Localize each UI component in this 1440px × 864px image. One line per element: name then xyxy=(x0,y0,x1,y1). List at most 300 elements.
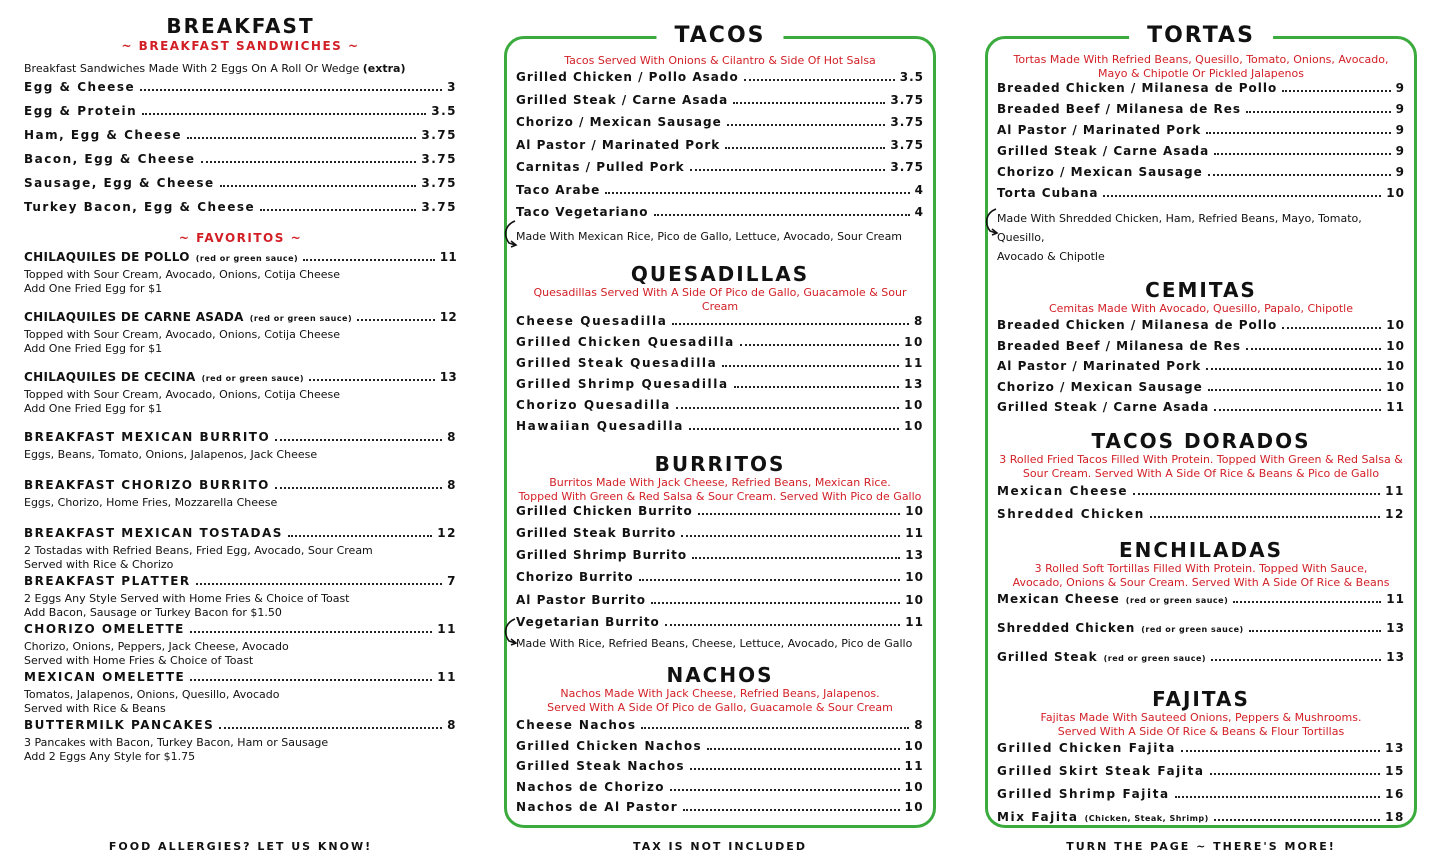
dot-leader xyxy=(187,137,416,139)
taco-item xyxy=(516,160,924,183)
item-price: 4 xyxy=(914,182,924,197)
dot-leader xyxy=(219,727,442,729)
item-price: 10 xyxy=(1386,186,1405,200)
item-price: 13 xyxy=(1385,740,1405,755)
favoritos-subtitle: ~ FAVORITOS ~ xyxy=(178,231,303,245)
item-name: Chorizo / Mexican Sausage xyxy=(516,115,722,129)
middle-panel xyxy=(504,23,936,828)
dot-leader xyxy=(1282,327,1381,329)
item-price: 3.5 xyxy=(899,70,924,84)
item-name: Mexican Cheese xyxy=(997,591,1120,606)
item-name: Grilled Steak xyxy=(997,649,1098,664)
burrito-item xyxy=(516,570,924,592)
dot-leader xyxy=(740,344,899,346)
favorito-description: Add Bacon, Sausage or Turkey Bacon for $1.50 xyxy=(24,606,282,619)
taco-vegetariano-note: Made With Mexican Rice, Pico de Gallo, Lettuce, Avocado, Sour Cream xyxy=(516,229,903,243)
favorito-description: Topped with Sour Cream, Avocado, Onions, Cotija Cheese xyxy=(24,388,340,401)
item-name: Egg & Cheese xyxy=(24,80,136,94)
favoritos-list xyxy=(24,250,457,762)
fajita-item xyxy=(997,741,1405,764)
item-name: Grilled Chicken / Pollo Asado xyxy=(516,70,739,84)
item-price: 8 xyxy=(447,478,457,492)
item-name: Grilled Chicken Burrito xyxy=(516,503,693,518)
item-name: Grilled Shrimp Burrito xyxy=(516,548,688,563)
footer-allergies: FOOD ALLERGIES? LET US KNOW! xyxy=(108,840,373,853)
favorito-item xyxy=(24,430,457,474)
tortas-title: TORTAS xyxy=(1129,23,1273,49)
item-price: 10 xyxy=(904,800,924,815)
item-price: 10 xyxy=(904,334,924,349)
torta-item xyxy=(997,102,1405,123)
dot-leader xyxy=(1246,348,1381,350)
sandwiches-note-extra: (extra) xyxy=(362,62,406,75)
item-name: Cheese Nachos xyxy=(516,718,637,733)
dot-leader xyxy=(1214,153,1390,155)
torta-item xyxy=(997,186,1405,207)
tacos-dorados-desc: 3 Rolled Fried Tacos Filled With Protein. Topped With Green & Red Salsa & xyxy=(999,452,1403,466)
item-price: 8 xyxy=(914,313,924,328)
dot-leader xyxy=(1211,659,1381,661)
torta-cubana-note-2: Avocado & Chipotle xyxy=(997,250,1105,263)
favorito-description: Topped with Sour Cream, Avocado, Onions, Cotija Cheese xyxy=(24,328,340,341)
item-name: Mexican Cheese xyxy=(997,483,1129,498)
item-price: 3.75 xyxy=(421,200,457,214)
enchilada-item xyxy=(997,621,1405,650)
favorito-description: Eggs, Beans, Tomato, Onions, Jalapenos, Jack Cheese xyxy=(24,448,318,461)
item-name: Grilled Steak / Carne Asada xyxy=(997,400,1210,414)
favorito-item xyxy=(24,526,457,570)
item-price: 10 xyxy=(904,418,924,433)
nachos-item xyxy=(516,739,924,760)
dot-leader xyxy=(140,89,442,91)
item-name: BUTTERMILK PANCAKES xyxy=(24,718,215,732)
favorito-item xyxy=(24,574,457,618)
dot-leader xyxy=(605,192,909,194)
dot-leader xyxy=(692,557,900,559)
favorito-item xyxy=(24,718,457,762)
item-name: BREAKFAST CHORIZO BURRITO xyxy=(24,478,270,492)
dot-leader xyxy=(707,748,899,750)
burrito-item xyxy=(516,548,924,570)
item-name: Grilled Steak Nachos xyxy=(516,759,685,774)
favorito-heading xyxy=(24,718,457,736)
taco-item xyxy=(516,183,924,206)
tacos-desc: Tacos Served With Onions & Cilantro & Side Of Hot Salsa xyxy=(564,54,876,67)
dot-leader xyxy=(1175,796,1380,798)
tortas-desc: Tortas Made With Refried Beans, Quesillo, Tomato, Onions, Avocado, xyxy=(1013,53,1389,66)
dot-leader xyxy=(309,379,435,381)
enchiladas-desc-2: Avocado, Onions & Sour Cream. Served With A Side Of Rice & Beans xyxy=(1012,575,1390,589)
item-name: CHILAQUILES DE CECINA xyxy=(24,370,196,384)
favorito-heading xyxy=(24,430,457,448)
dot-leader xyxy=(725,147,885,149)
fajita-item xyxy=(997,787,1405,810)
favorito-description: 3 Pancakes with Bacon, Turkey Bacon, Ham or Sausage xyxy=(24,736,329,749)
fajita-item xyxy=(997,764,1405,787)
item-price: 10 xyxy=(905,592,924,607)
sandwich-item xyxy=(24,176,457,200)
favorito-description: Tomatos, Jalapenos, Onions, Quesillo, Avocado xyxy=(24,688,280,701)
item-price: 10 xyxy=(1386,359,1405,373)
enchiladas-desc: 3 Rolled Soft Tortillas Filled With Protein. Topped With Sauce, xyxy=(1034,561,1368,575)
item-price: 11 xyxy=(437,622,457,636)
tacos-list xyxy=(516,70,924,228)
enchilada-item xyxy=(997,592,1405,621)
tacos-dorados-desc-2: Sour Cream. Served With A Side Of Rice & Beans & Pico de Gallo xyxy=(1022,466,1380,480)
favorito-description: Eggs, Chorizo, Home Fries, Mozzarella Cheese xyxy=(24,496,278,509)
torta-cubana-note: Made With Shredded Chicken, Ham, Refried Beans, Mayo, Tomato, Quesillo, xyxy=(997,212,1362,244)
dot-leader xyxy=(1206,368,1381,370)
sandwich-item xyxy=(24,128,457,152)
favorito-description: Served with Rice & Beans xyxy=(24,702,166,715)
favorito-item xyxy=(24,478,457,522)
item-price: 10 xyxy=(1386,338,1405,353)
item-name: Mix Fajita xyxy=(997,809,1079,824)
item-price: 11 xyxy=(439,250,457,264)
quesadillas-list xyxy=(516,314,924,440)
dot-leader xyxy=(196,583,442,585)
item-name: BREAKFAST PLATTER xyxy=(24,574,191,588)
item-name: Ham, Egg & Cheese xyxy=(24,128,182,142)
item-price: 9 xyxy=(1395,144,1405,158)
enchiladas-list xyxy=(997,592,1405,679)
dot-leader xyxy=(651,602,900,604)
item-price: 13 xyxy=(1386,620,1405,635)
dot-leader xyxy=(1214,819,1380,821)
taco-item xyxy=(516,138,924,161)
fajitas-desc-2: Served With A Side Of Rice & Beans & Flour Tortillas xyxy=(1057,724,1345,738)
dot-leader xyxy=(722,365,899,367)
favorito-item xyxy=(24,622,457,666)
favorito-description: 2 Tostadas with Refried Beans, Fried Egg, Avocado, Sour Cream xyxy=(24,544,373,557)
item-name: Al Pastor / Marinated Pork xyxy=(516,137,721,152)
dot-leader xyxy=(201,161,417,163)
item-qualifier: (red or green sauce) xyxy=(1141,624,1244,634)
quesadilla-item xyxy=(516,377,924,398)
item-name: CHORIZO OMELETTE xyxy=(24,622,185,636)
nachos-item xyxy=(516,780,924,801)
item-name: Carnitas / Pulled Pork xyxy=(516,160,685,174)
dot-leader xyxy=(744,79,895,81)
item-price: 11 xyxy=(905,614,924,629)
tacos-dorados-list xyxy=(997,484,1405,530)
burrito-item xyxy=(516,504,924,526)
favorito-heading xyxy=(24,250,457,268)
sandwiches-note-text: Breakfast Sandwiches Made With 2 Eggs On A Roll Or Wedge xyxy=(24,62,360,75)
dot-leader xyxy=(1103,195,1381,197)
item-price: 10 xyxy=(905,503,924,518)
dot-leader xyxy=(676,407,899,409)
item-price: 13 xyxy=(904,376,924,391)
breakfast-sandwiches-subtitle: ~ BREAKFAST SANDWICHES ~ xyxy=(121,39,360,53)
item-name: Taco Arabe xyxy=(516,182,601,197)
item-price: 4 xyxy=(914,205,924,219)
quesadilla-item xyxy=(516,314,924,335)
torta-item xyxy=(997,165,1405,186)
cemitas-desc: Cemitas Made With Avocado, Quesillo, Papalo, Chipotle xyxy=(1048,302,1354,315)
burrito-item xyxy=(516,526,924,548)
item-price: 8 xyxy=(447,430,457,444)
item-price: 3.75 xyxy=(890,115,924,129)
item-name: Al Pastor / Marinated Pork xyxy=(997,359,1202,373)
dot-leader xyxy=(1208,174,1391,176)
favorito-description: 2 Eggs Any Style Served with Home Fries & Choice of Toast xyxy=(24,592,350,605)
item-price: 3.5 xyxy=(431,104,457,118)
dot-leader xyxy=(1208,389,1382,391)
item-price: 10 xyxy=(905,570,924,585)
dot-leader xyxy=(681,535,900,537)
item-name: BREAKFAST MEXICAN TOSTADAS xyxy=(24,526,283,540)
quesadilla-item xyxy=(516,335,924,356)
favorito-item xyxy=(24,670,457,714)
item-price: 9 xyxy=(1395,123,1405,137)
favorito-description: Add One Fried Egg for $1 xyxy=(24,282,163,295)
favorito-heading xyxy=(24,670,457,688)
item-price: 10 xyxy=(904,397,924,412)
dot-leader xyxy=(698,513,901,515)
item-name: Grilled Steak / Carne Asada xyxy=(516,92,729,107)
sandwich-item xyxy=(24,80,457,104)
nachos-item xyxy=(516,718,924,739)
dot-leader xyxy=(672,323,909,325)
item-name: Breaded Beef / Milanesa de Res xyxy=(997,102,1241,116)
dot-leader xyxy=(1214,409,1381,411)
dot-leader xyxy=(1181,750,1380,752)
item-name: Nachos de Chorizo xyxy=(516,779,665,794)
item-name: Al Pastor Burrito xyxy=(516,592,646,607)
taco-item xyxy=(516,205,924,228)
item-price: 10 xyxy=(904,779,924,794)
item-price: 11 xyxy=(437,670,457,684)
item-price: 3.75 xyxy=(421,152,457,166)
dot-leader xyxy=(1206,132,1390,134)
dot-leader xyxy=(670,789,900,791)
fajitas-title: FAJITAS xyxy=(1152,686,1250,711)
nachos-desc: Nachos Made With Jack Cheese, Refried Beans, Jalapenos. xyxy=(560,687,880,701)
item-price: 11 xyxy=(1386,400,1405,414)
burritos-desc: Burritos Made With Jack Cheese, Refried Beans, Mexican Rice. xyxy=(549,475,891,489)
dot-leader xyxy=(654,214,910,216)
tortas-desc-2: Mayo & Chipotle Or Pickled Jalapenos xyxy=(1098,67,1304,80)
favorito-description: Chorizo, Onions, Peppers, Jack Cheese, Avocado xyxy=(24,640,289,653)
dot-leader xyxy=(303,259,435,261)
item-name: Grilled Chicken Fajita xyxy=(997,740,1176,755)
breakfast-title: BREAKFAST xyxy=(166,14,315,38)
favorito-description: Topped with Sour Cream, Avocado, Onions, Cotija Cheese xyxy=(24,268,340,281)
dot-leader xyxy=(275,439,442,441)
item-price: 12 xyxy=(437,526,457,540)
taco-dorado-item xyxy=(997,484,1405,507)
item-name: Grilled Chicken Quesadilla xyxy=(516,334,735,349)
fajitas-list xyxy=(997,741,1405,833)
item-name: Vegetarian Burrito xyxy=(516,614,660,629)
item-price: 12 xyxy=(439,310,457,324)
enchilada-item xyxy=(997,650,1405,679)
item-price: 9 xyxy=(1395,165,1405,179)
dot-leader xyxy=(260,209,416,211)
cemitas-list xyxy=(997,318,1405,421)
item-name: Chorizo / Mexican Sausage xyxy=(997,379,1203,394)
item-name: Egg & Protein xyxy=(24,104,138,118)
dot-leader xyxy=(1246,111,1391,113)
favorito-item xyxy=(24,250,457,306)
item-name: Chorizo Quesadilla xyxy=(516,397,671,412)
cemita-item xyxy=(997,400,1405,421)
sandwiches-note xyxy=(24,62,463,75)
item-name: Grilled Shrimp Quesadilla xyxy=(516,376,729,391)
dot-leader xyxy=(288,535,432,537)
dot-leader xyxy=(190,679,432,681)
item-qualifier: (red or green sauce) xyxy=(249,314,353,323)
dot-leader xyxy=(190,631,432,633)
dot-leader xyxy=(665,624,900,626)
fajitas-desc: Fajitas Made With Sauteed Onions, Peppers & Mushrooms. xyxy=(1040,710,1362,724)
item-name: Shredded Chicken xyxy=(997,620,1136,635)
tacos-title: TACOS xyxy=(656,23,783,49)
quesadilla-item xyxy=(516,398,924,419)
item-name: Breaded Beef / Milanesa de Res xyxy=(997,338,1241,353)
dot-leader xyxy=(639,579,901,581)
burrito-item xyxy=(516,593,924,615)
item-name: Shredded Chicken xyxy=(997,506,1145,521)
item-price: 12 xyxy=(1385,506,1405,521)
item-price: 10 xyxy=(1386,379,1405,394)
footer-tax: TAX IS NOT INCLUDED xyxy=(633,840,807,853)
nachos-item xyxy=(516,759,924,780)
tortas-list xyxy=(997,81,1405,207)
item-price: 11 xyxy=(905,525,924,540)
taco-item xyxy=(516,93,924,116)
item-price: 9 xyxy=(1395,81,1405,95)
item-name: Grilled Skirt Steak Fajita xyxy=(997,763,1205,778)
favorito-heading xyxy=(24,370,457,388)
dot-leader xyxy=(357,319,435,321)
item-name: Sausage, Egg & Cheese xyxy=(24,176,215,190)
dot-leader xyxy=(1233,601,1381,603)
breakfast-column xyxy=(18,10,463,830)
dot-leader xyxy=(641,727,909,729)
dot-leader xyxy=(733,102,885,104)
dot-leader xyxy=(690,768,900,770)
dot-leader xyxy=(734,386,899,388)
item-name: CHILAQUILES DE CARNE ASADA xyxy=(24,310,244,324)
burritos-desc-2: Topped With Green & Red Salsa & Sour Cream. Served With Pico de Gallo xyxy=(518,489,922,503)
cemita-item xyxy=(997,318,1405,339)
item-name: Taco Vegetariano xyxy=(516,205,649,219)
torta-item xyxy=(997,123,1405,144)
torta-item xyxy=(997,81,1405,102)
quesadillas-desc: Quesadillas Served With A Side Of Pico de Gallo, Guacamole & Sour Cream xyxy=(533,285,907,313)
item-name: Hawaiian Quesadilla xyxy=(516,418,684,433)
item-name: Nachos de Al Pastor xyxy=(516,800,679,815)
item-price: 11 xyxy=(904,355,924,370)
item-name: Grilled Chicken Nachos xyxy=(516,738,703,753)
curved-arrow-icon xyxy=(501,219,523,249)
right-panel xyxy=(985,23,1417,828)
item-price: 11 xyxy=(1385,483,1405,498)
sandwich-item xyxy=(24,152,457,176)
item-price: 15 xyxy=(1385,763,1405,778)
item-name: Bacon, Egg & Cheese xyxy=(24,152,196,166)
cemita-item xyxy=(997,380,1405,401)
item-price: 11 xyxy=(1386,591,1405,606)
footer-turn-page: TURN THE PAGE ~ THERE'S MORE! xyxy=(1066,840,1336,853)
vegetarian-burrito-note: Made With Rice, Refried Beans, Cheese, Lettuce, Avocado, Pico de Gallo xyxy=(516,637,913,651)
item-qualifier: (red or green sauce) xyxy=(201,374,305,383)
quesadillas-title: QUESADILLAS xyxy=(630,261,810,286)
item-name: CHILAQUILES DE POLLO xyxy=(24,250,190,264)
item-price: 10 xyxy=(1386,318,1405,332)
quesadilla-item xyxy=(516,419,924,440)
dot-leader xyxy=(220,185,417,187)
dot-leader xyxy=(690,169,886,171)
item-price: 13 xyxy=(905,548,924,563)
nachos-title: NACHOS xyxy=(666,663,774,688)
favorito-description: Served with Rice & Chorizo xyxy=(24,558,174,571)
nachos-list xyxy=(516,718,924,821)
tacos-dorados-title: TACOS DORADOS xyxy=(1091,428,1311,453)
quesadilla-item xyxy=(516,356,924,377)
item-name: MEXICAN OMELETTE xyxy=(24,670,186,684)
item-name: Turkey Bacon, Egg & Cheese xyxy=(24,200,256,214)
item-price: 10 xyxy=(904,738,924,753)
item-name: Breaded Chicken / Milanesa de Pollo xyxy=(997,318,1278,332)
dot-leader xyxy=(1150,516,1380,518)
burritos-title: BURRITOS xyxy=(654,451,786,476)
item-price: 18 xyxy=(1385,809,1405,824)
item-price: 16 xyxy=(1385,786,1405,801)
curved-arrow-icon xyxy=(501,617,523,647)
item-name: Chorizo Burrito xyxy=(516,570,634,585)
favorito-item xyxy=(24,370,457,426)
item-price: 8 xyxy=(914,718,924,733)
curved-arrow-icon xyxy=(982,207,1004,237)
item-name: Breaded Chicken / Milanesa de Pollo xyxy=(997,81,1278,95)
favorito-heading xyxy=(24,622,457,640)
sandwich-item xyxy=(24,104,457,128)
item-price: 3.75 xyxy=(421,176,457,190)
item-price: 3.75 xyxy=(421,128,457,142)
favorito-description: Add One Fried Egg for $1 xyxy=(24,342,163,355)
item-price: 11 xyxy=(904,759,924,774)
item-price: 7 xyxy=(447,574,457,588)
favorito-heading xyxy=(24,478,457,496)
favorito-heading xyxy=(24,574,457,592)
item-price: 3.75 xyxy=(890,160,924,174)
sandwich-list xyxy=(24,80,457,224)
item-price: 9 xyxy=(1395,102,1405,116)
dot-leader xyxy=(1210,773,1380,775)
dot-leader xyxy=(1282,90,1390,92)
item-price: 8 xyxy=(447,718,457,732)
taco-item xyxy=(516,115,924,138)
item-qualifier: (red or green sauce) xyxy=(1125,595,1229,605)
item-name: BREAKFAST MEXICAN BURRITO xyxy=(24,430,271,444)
nachos-item xyxy=(516,800,924,821)
favorito-item xyxy=(24,310,457,366)
item-qualifier: (red or green sauce) xyxy=(195,254,299,263)
item-qualifier: (Chicken, Steak, Shrimp) xyxy=(1084,813,1209,823)
dot-leader xyxy=(275,487,442,489)
cemita-item xyxy=(997,339,1405,360)
favorito-heading xyxy=(24,310,457,328)
item-name: Grilled Steak Burrito xyxy=(516,525,677,540)
dot-leader xyxy=(683,809,899,811)
taco-dorado-item xyxy=(997,507,1405,530)
item-price: 3 xyxy=(447,80,457,94)
item-name: Cheese Quesadilla xyxy=(516,313,668,328)
dot-leader xyxy=(727,124,886,126)
